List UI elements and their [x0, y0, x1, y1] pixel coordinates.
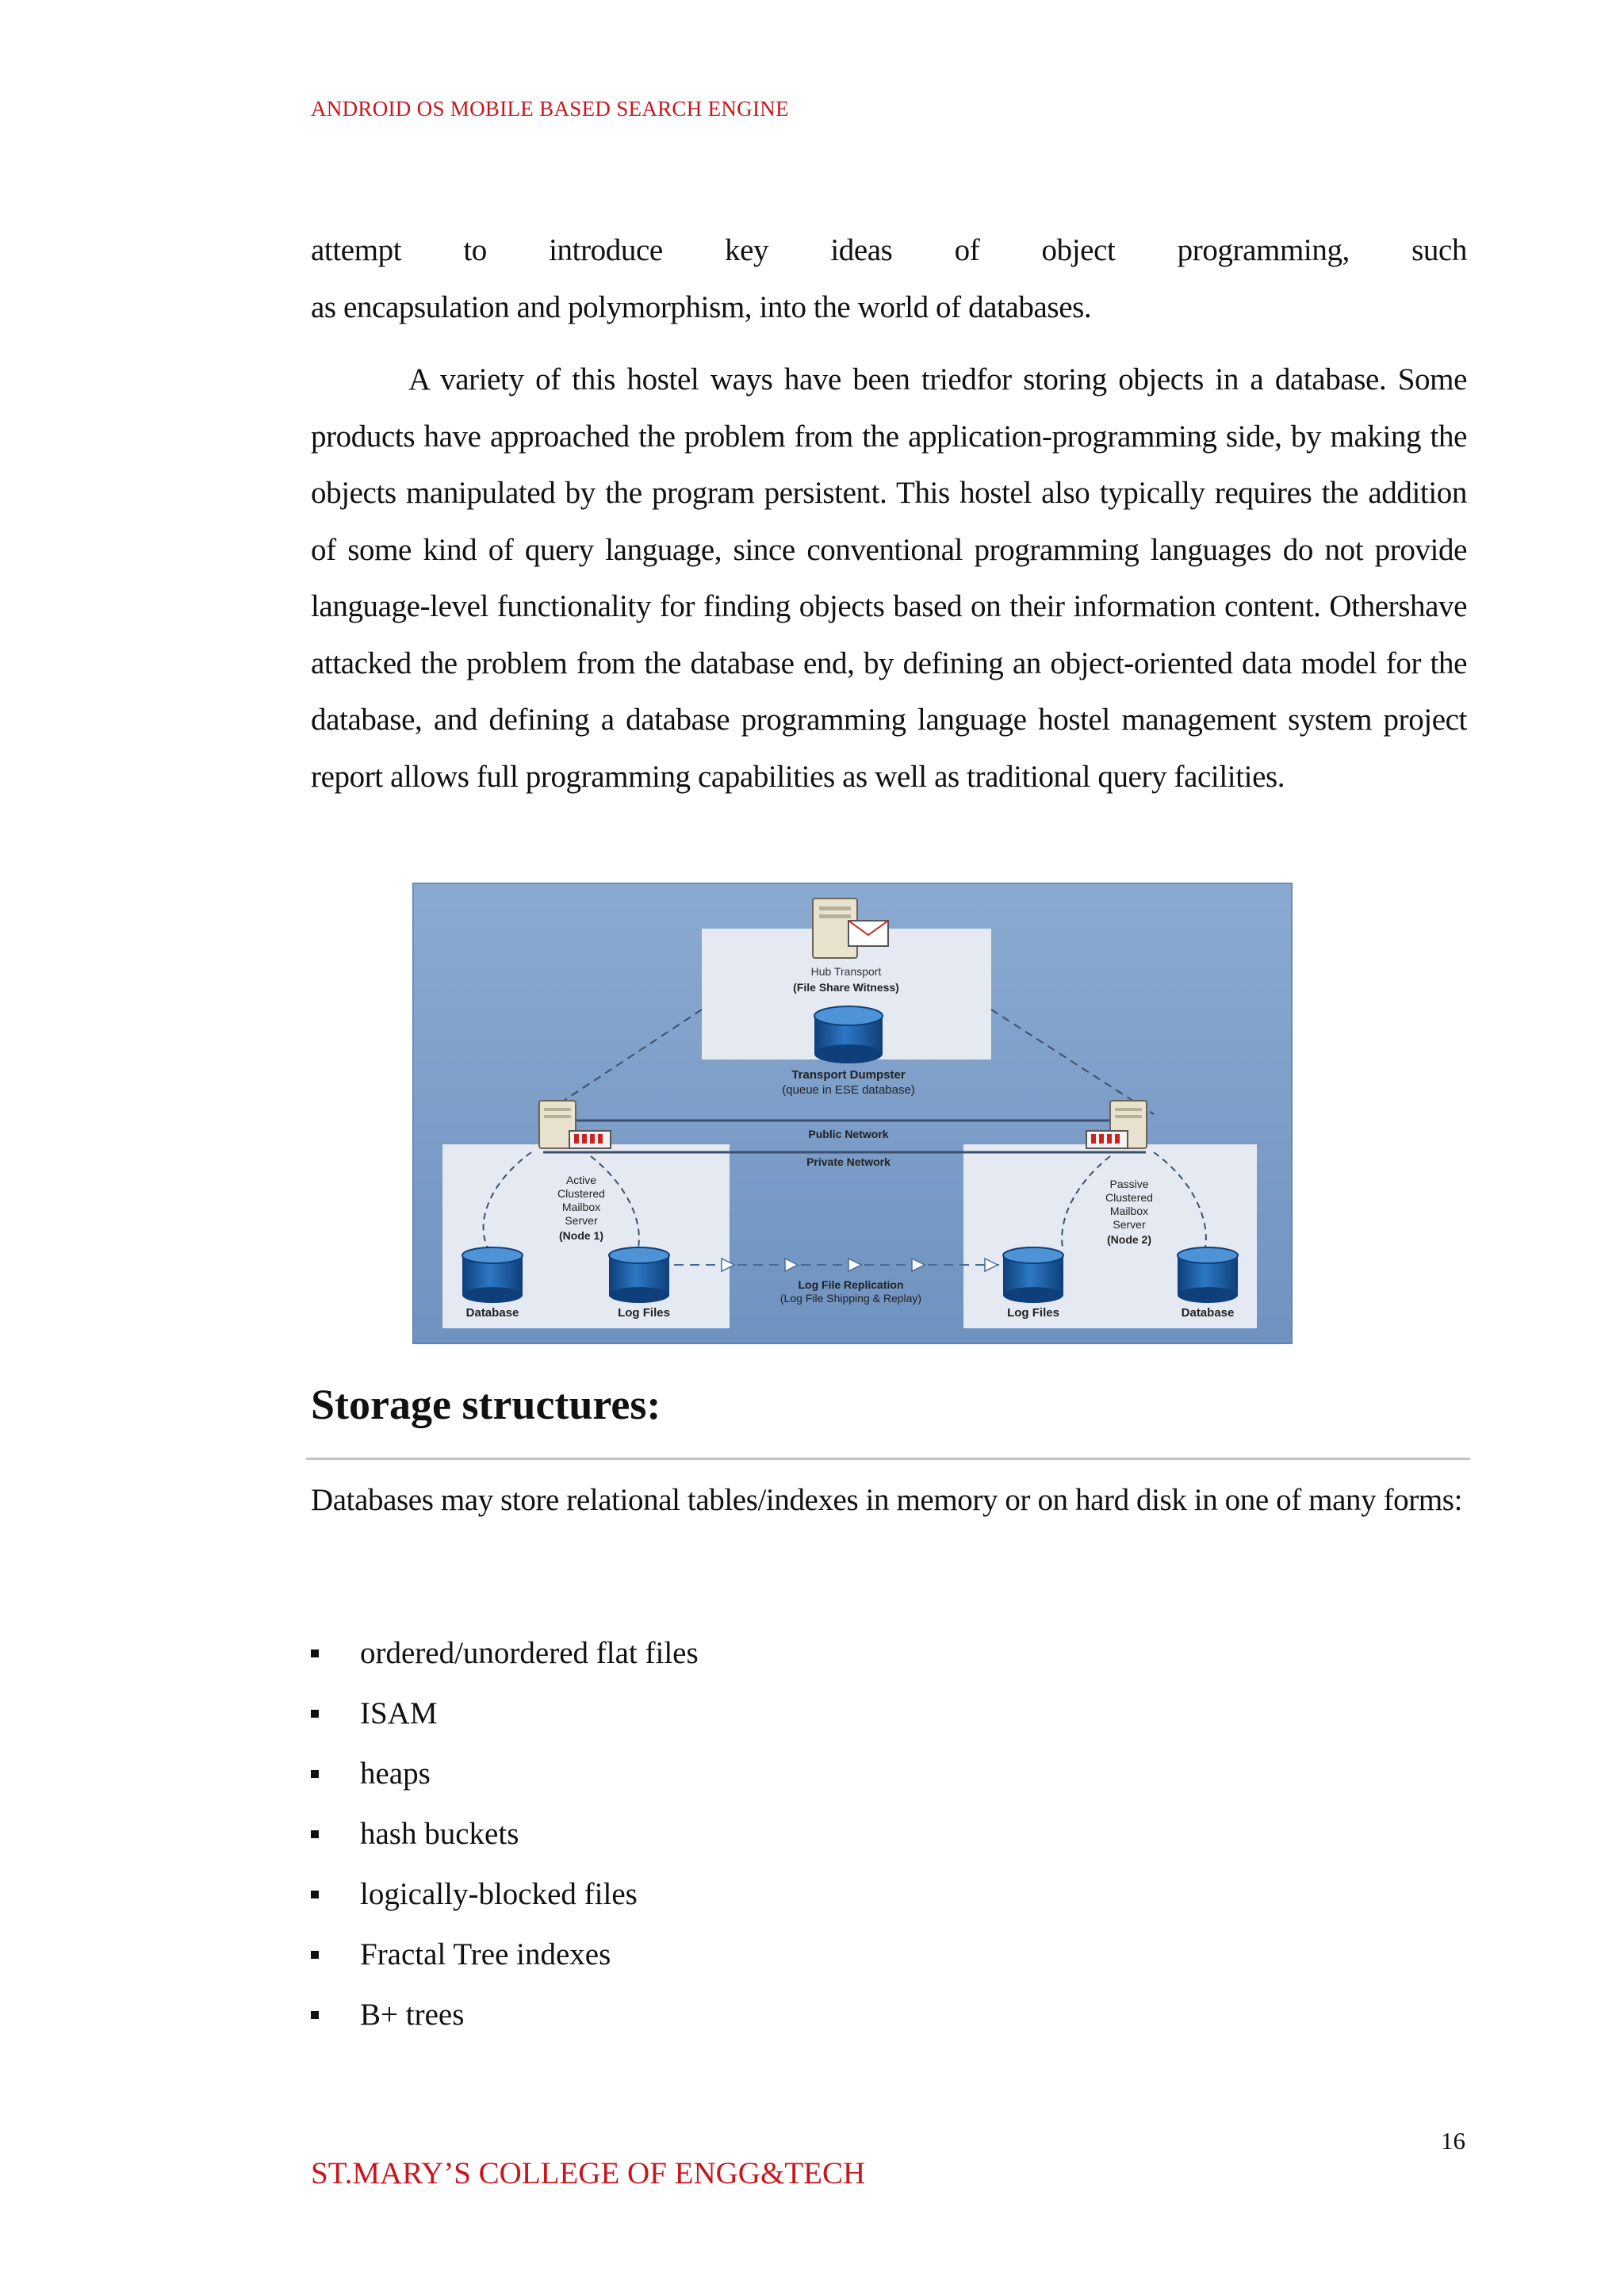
svg-text:Server: Server — [565, 1214, 598, 1227]
svg-text:Mailbox: Mailbox — [561, 1201, 601, 1213]
svg-text:Clustered: Clustered — [557, 1187, 605, 1200]
bullet-square-icon — [311, 1649, 319, 1657]
list-item: hash buckets — [311, 1804, 1104, 1864]
list-item: ordered/unordered flat files — [311, 1623, 1104, 1684]
paragraph-variety: A variety of this hostel ways have been triedfor storing objects in a database. Some products have approached the problem from the application-programming side, by making the objects manipulated by the program persistent. This hostel also typically requires the addition of some kind of query language, since conventional programming languages do not provide language-level functionality for finding objects based on their information content. Othershave attacked the problem from the database end, by defining an object-oriented data model for the database, and defining a database programming language hostel management system project report allows full programming capabilities as well as traditional query facilities. — [311, 362, 1467, 794]
svg-text:Clustered: Clustered — [1105, 1191, 1153, 1204]
svg-text:Passive: Passive — [1109, 1178, 1149, 1190]
replication-title: Log File Replication — [798, 1278, 904, 1291]
svg-text:Active: Active — [565, 1174, 597, 1186]
bullet-square-icon — [311, 1770, 319, 1778]
page-number: 16 — [1441, 2127, 1465, 2155]
passive-database-label: Database — [1181, 1306, 1235, 1320]
bullet-square-icon — [311, 1830, 319, 1838]
bullet-square-icon — [311, 1951, 319, 1959]
private-network-label: Private Network — [806, 1155, 891, 1168]
paragraph-continuation — [311, 222, 1467, 335]
paragraph-line: as encapsulation and polymorphism, into the world of databases. — [311, 289, 1092, 324]
active-database-icon — [462, 1247, 523, 1303]
list-item: B+ trees — [311, 1985, 1104, 2045]
passive-database-icon — [1178, 1247, 1238, 1303]
passive-node-label — [1105, 1178, 1153, 1246]
hub-title: Hub Transport — [810, 965, 882, 978]
svg-text:Mailbox: Mailbox — [1109, 1205, 1149, 1217]
section-divider — [306, 1458, 1470, 1460]
bullet-square-icon — [311, 2011, 319, 2019]
list-item: Fractal Tree indexes — [311, 1925, 1104, 1985]
running-header: ANDROID OS MOBILE BASED SEARCH ENGINE — [311, 97, 789, 121]
cluster-diagram-svg — [412, 883, 1293, 1344]
dumpster-subtitle: (queue in ESE database) — [782, 1083, 915, 1097]
passive-logfiles-label: Log Files — [1007, 1306, 1059, 1320]
passive-logfiles-icon — [1003, 1247, 1063, 1303]
running-footer: ST.MARY’S COLLEGE OF ENGG&TECH — [311, 2156, 866, 2190]
active-database-label: Database — [465, 1306, 519, 1320]
replication-subtitle: (Log File Shipping & Replay) — [779, 1292, 922, 1305]
section-heading: Storage structures: — [311, 1381, 661, 1428]
svg-text:(Node 1): (Node 1) — [559, 1229, 603, 1242]
cluster-diagram — [412, 883, 1293, 1344]
dumpster-database-icon — [814, 1006, 883, 1063]
svg-text:(Node 2): (Node 2) — [1107, 1233, 1151, 1246]
public-network-label: Public Network — [808, 1128, 889, 1140]
paragraph-line: attempt to introduce key ideas of object programming, such — [311, 233, 1467, 267]
bullet-square-icon — [311, 1891, 319, 1898]
hub-subtitle: (File Share Witness) — [793, 981, 899, 994]
dumpster-title: Transport Dumpster — [791, 1068, 906, 1082]
list-item: logically-blocked files — [311, 1864, 1104, 1925]
paragraph-databases: Databases may store relational tables/indexes in memory or on hard disk in one of many forms: — [311, 1483, 1462, 1517]
active-logfiles-label: Log Files — [618, 1306, 670, 1320]
active-logfiles-icon — [609, 1247, 669, 1303]
bullet-square-icon — [311, 1710, 319, 1718]
storage-forms-list — [311, 1623, 1104, 2045]
svg-text:Server: Server — [1113, 1218, 1146, 1231]
list-item: ISAM — [311, 1684, 1104, 1744]
list-item: heaps — [311, 1744, 1104, 1804]
